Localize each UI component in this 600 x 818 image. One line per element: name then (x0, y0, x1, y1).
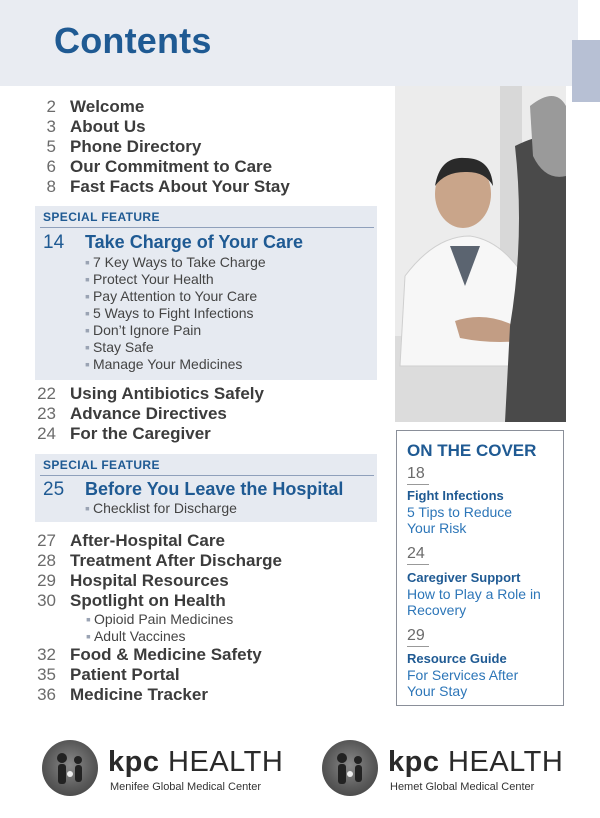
bullet-icon: ▪ (86, 611, 91, 627)
cover-rule (407, 484, 429, 485)
feature-subitem[interactable] (85, 305, 254, 321)
toc-page-number: 8 (46, 177, 56, 196)
feature-subitem[interactable] (85, 271, 214, 287)
logo-kpc: kpc (388, 746, 440, 778)
feature-subitem[interactable] (85, 322, 201, 338)
kpc-health-logo-hemet (322, 740, 582, 800)
toc-row[interactable] (0, 531, 225, 551)
toc-row[interactable] (0, 571, 229, 591)
toc-row[interactable] (0, 591, 226, 611)
toc-entry-title: Phone Directory (70, 137, 202, 156)
bullet-icon: ▪ (85, 254, 90, 270)
logo-kpc: kpc (108, 746, 160, 778)
kpc-emblem-icon (42, 740, 98, 796)
feature-subitem-label: Stay Safe (92, 339, 154, 355)
cover-title: ON THE COVER (407, 441, 537, 460)
toc-page-number: 23 (37, 404, 56, 423)
toc-row[interactable] (0, 551, 282, 571)
toc-page-number: 27 (37, 531, 56, 550)
toc-entry-title: Advance Directives (70, 404, 227, 423)
toc-page-number: 30 (37, 591, 56, 610)
special-feature-box (35, 454, 377, 522)
toc-entry-title: Using Antibiotics Safely (70, 384, 264, 403)
logo-subtitle: Hemet Global Medical Center (390, 781, 535, 793)
bullet-icon: ▪ (85, 288, 90, 304)
cover-rule (407, 646, 429, 647)
feature-subitem-label: 7 Key Ways to Take Charge (92, 254, 266, 270)
toc-page-number: 6 (46, 157, 56, 176)
toc-page-number: 35 (37, 665, 56, 684)
toc-entry-title: Hospital Resources (70, 571, 229, 590)
logo-health: HEALTH (448, 746, 564, 778)
cover-desc-line: Recovery (407, 602, 467, 618)
feature-page-number: 14 (43, 232, 65, 253)
toc-subitem-label: Opioid Pain Medicines (93, 611, 234, 627)
logo-subtitle: Menifee Global Medical Center (110, 781, 262, 793)
bullet-icon: ▪ (85, 500, 90, 516)
feature-subitem-label: Checklist for Discharge (92, 500, 237, 516)
cover-desc-line: Your Risk (407, 520, 467, 536)
special-feature-label: SPECIAL FEATURE (43, 458, 160, 472)
logo-wordmark (108, 746, 283, 779)
toc-entry-title: Fast Facts About Your Stay (70, 177, 290, 196)
toc-row[interactable] (0, 384, 264, 404)
cover-desc-line: Your Stay (407, 683, 468, 699)
cover-item-desc (407, 586, 541, 618)
toc-entry-title: Welcome (70, 97, 145, 116)
kpc-emblem-icon (322, 740, 378, 796)
toc-subitem-label: Adult Vaccines (93, 628, 186, 644)
cover-rule (407, 564, 429, 565)
feature-divider (40, 475, 374, 476)
feature-subitem[interactable] (85, 339, 154, 355)
toc-entry-title: Food & Medicine Safety (70, 645, 262, 664)
cover-page-number: 18 (407, 465, 425, 482)
cover-item-desc (407, 504, 512, 536)
toc-page-number: 29 (37, 571, 56, 590)
page-title: Contents (54, 20, 212, 61)
toc-row[interactable] (0, 117, 146, 137)
toc-row[interactable] (0, 97, 144, 117)
logo-wordmark (388, 746, 563, 779)
bullet-icon: ▪ (85, 271, 90, 287)
toc-page-number: 5 (46, 137, 56, 156)
toc-row[interactable] (0, 665, 180, 685)
toc-entry-title: Our Commitment to Care (70, 157, 273, 176)
feature-subitem-label: Manage Your Medicines (92, 356, 243, 372)
toc-row[interactable] (0, 404, 227, 424)
toc-page-number: 32 (37, 645, 56, 664)
toc-row[interactable] (0, 177, 290, 197)
feature-subitem[interactable] (85, 356, 242, 372)
toc-row[interactable] (0, 424, 211, 444)
toc-entry-title: After-Hospital Care (70, 531, 225, 550)
feature-subitem[interactable] (85, 254, 266, 270)
feature-subitem-label: Pay Attention to Your Care (92, 288, 258, 304)
toc-subitem[interactable] (86, 628, 186, 644)
kpc-health-logo-menifee (42, 740, 302, 800)
on-the-cover-box (396, 430, 564, 706)
toc-row[interactable] (0, 685, 208, 705)
cover-page-number: 24 (407, 545, 425, 562)
feature-subitem-label: Protect Your Health (92, 271, 214, 287)
bullet-icon: ▪ (85, 356, 90, 372)
feature-subitem-label: Don’t Ignore Pain (92, 322, 202, 338)
bullet-icon: ▪ (86, 628, 91, 644)
bullet-icon: ▪ (85, 305, 90, 321)
toc-subitem[interactable] (86, 611, 233, 627)
toc-page-number: 3 (46, 117, 56, 136)
toc-entry-title: Medicine Tracker (70, 685, 208, 704)
toc-page-number: 24 (37, 424, 56, 443)
bullet-icon: ▪ (85, 322, 90, 338)
cover-photo (395, 86, 566, 422)
logo-health: HEALTH (168, 746, 284, 778)
bullet-icon: ▪ (85, 339, 90, 355)
feature-subitem-label: 5 Ways to Fight Infections (92, 305, 254, 321)
toc-row[interactable] (0, 157, 272, 177)
cover-item-desc (407, 667, 518, 699)
toc-page-number: 2 (46, 97, 56, 116)
feature-title[interactable]: Before You Leave the Hospital (85, 479, 344, 499)
toc-entry-title: Treatment After Discharge (70, 551, 282, 570)
special-feature-label: SPECIAL FEATURE (43, 210, 160, 224)
toc-entry-title: For the Caregiver (70, 424, 211, 443)
cover-item-heading[interactable]: Caregiver Support (407, 570, 521, 585)
toc-page-number: 22 (37, 384, 56, 403)
special-feature-box (35, 206, 377, 380)
toc-row[interactable] (0, 645, 262, 665)
toc-entry-title: About Us (70, 117, 146, 136)
cover-page-number: 29 (407, 627, 425, 644)
cover-desc-line: How to Play a Role in (407, 586, 541, 602)
toc-entry-title: Spotlight on Health (70, 591, 226, 610)
toc-page-number: 36 (37, 685, 56, 704)
cover-item-heading[interactable]: Fight Infections (407, 488, 504, 503)
header-accent (572, 40, 600, 102)
feature-subitem[interactable] (85, 500, 237, 516)
toc-row[interactable] (0, 137, 201, 157)
feature-title[interactable]: Take Charge of Your Care (85, 232, 304, 252)
feature-divider (40, 227, 374, 228)
cover-desc-line: 5 Tips to Reduce (407, 504, 513, 520)
toc-page-number: 28 (37, 551, 56, 570)
feature-subitem[interactable] (85, 288, 257, 304)
cover-desc-line: For Services After (407, 667, 519, 683)
feature-page-number: 25 (43, 479, 65, 500)
toc-entry-title: Patient Portal (70, 665, 180, 684)
cover-item-heading[interactable]: Resource Guide (407, 651, 507, 666)
